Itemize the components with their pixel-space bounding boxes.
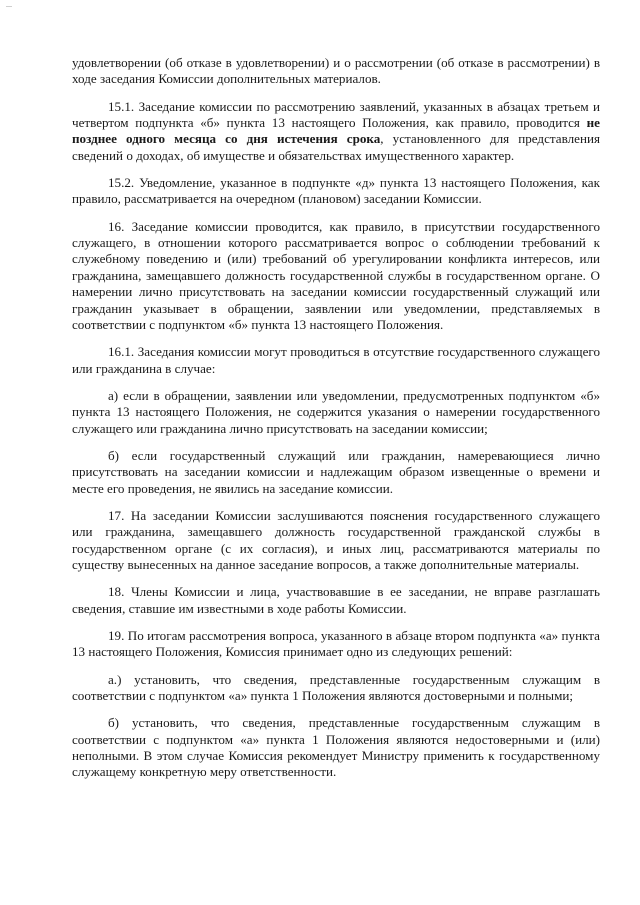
paragraph-text: 16. Заседание комиссии проводится, как правило, в присутствии государственного служащего, в отношении которого рассматривается вопрос о соблюдении требований к служебному поведению и (или) требований об урегулировании конфликта интересов, или гражданина, замещавшего должность государственной службы в государственном органе. О намерении лично присутствовать на заседании комиссии государственный служащий или гражданин указывает в обращении, заявлении или уведомлении, представляемых в соответствии с подпунктом «б» пункта 13 настоящего Положения. bbox=[72, 218, 600, 333]
paragraph-text: б) установить, что сведения, представленные государственным служащим в соответствии с подпунктом «а» пункта 1 Положения являются недостоверными и (или) неполными. В этом случае Комиссия рекомендует Министру применить к государственному служащему конкретную меру ответственности. bbox=[72, 715, 600, 780]
paragraph-text: удовлетворении (об отказе в удовлетворении) и о рассмотрении (об отказе в рассмотрении) в ходе заседания Комиссии дополнительных материалов. bbox=[72, 55, 600, 87]
paragraph-15-2 bbox=[72, 175, 600, 208]
paragraph-16 bbox=[72, 219, 600, 334]
paragraph-19 bbox=[72, 628, 600, 661]
paragraph-text: 18. Члены Комиссии и лица, участвовавшие в ее заседании, не вправе разглашать сведения, ставшие им известными в ходе работы Комиссии. bbox=[72, 584, 600, 616]
paragraph-text: а.) установить, что сведения, представленные государственным служащим в соответствии с подпунктом «а» пункта 1 Положения являются достоверными и полными; bbox=[72, 671, 600, 703]
paragraph-16-1 bbox=[72, 344, 600, 377]
paragraph-17 bbox=[72, 508, 600, 574]
paragraph-text: б) если государственный служащий или гражданин, намеревающиеся лично присутствовать на заседании комиссии и надлежащим образом извещенные о времени и месте его проведения, не явились на заседание комиссии. bbox=[72, 447, 600, 496]
paragraph-text: 19. По итогам рассмотрения вопроса, указанного в абзаце втором подпункта «а» пункта 13 настоящего Положения, Комиссия принимает одно из следующих решений: bbox=[72, 627, 600, 660]
paragraph-15-1 bbox=[72, 99, 600, 165]
paragraph-19-a bbox=[72, 672, 600, 705]
paragraph-text-before: 15.1. Заседание комиссии по рассмотрению заявлений, указанных в абзацах третьем и четвертом подпункта «б» пункта 13 настоящего Положения, как правило, проводится bbox=[72, 98, 600, 131]
paragraph-19-b bbox=[72, 715, 600, 781]
paragraph-continuation bbox=[72, 55, 600, 88]
paragraph-text-after: , установленного для представления сведений о доходах, об имуществе и обязательствах имущественного характер. bbox=[72, 131, 600, 163]
paragraph-text: 17. На заседании Комиссии заслушиваются пояснения государственного служащего или гражданина, замещавшего должность государственной гражданской службы в государственном органе (с их согласия), и иных лиц, рассматриваются материалы по существу вынесенных на данное заседание вопросов, а также дополнительные материалы. bbox=[72, 507, 600, 573]
paragraph-text: 16.1. Заседания комиссии могут проводиться в отсутствие государственного служащего или гражданина в случае: bbox=[72, 344, 600, 376]
paragraph-16-1-b bbox=[72, 448, 600, 497]
paragraph-text: а) если в обращении, заявлении или уведомлении, предусмотренных подпунктом «б» пункта 13 настоящего Положения, не содержится указания о намерении государственного служащего или гражданина лично присутствовать на заседании комиссии; bbox=[72, 387, 600, 436]
paragraph-text-bold: не позднее одного месяца со дня истечения срока bbox=[72, 115, 600, 147]
paragraph-16-1-a bbox=[72, 388, 600, 437]
scan-corner-mark bbox=[6, 6, 12, 7]
paragraph-18 bbox=[72, 584, 600, 617]
paragraph-text: 15.2. Уведомление, указанное в подпункте «д» пункта 13 настоящего Положения, как правило, рассматривается на очередном (плановом) заседании Комиссии. bbox=[72, 175, 600, 207]
